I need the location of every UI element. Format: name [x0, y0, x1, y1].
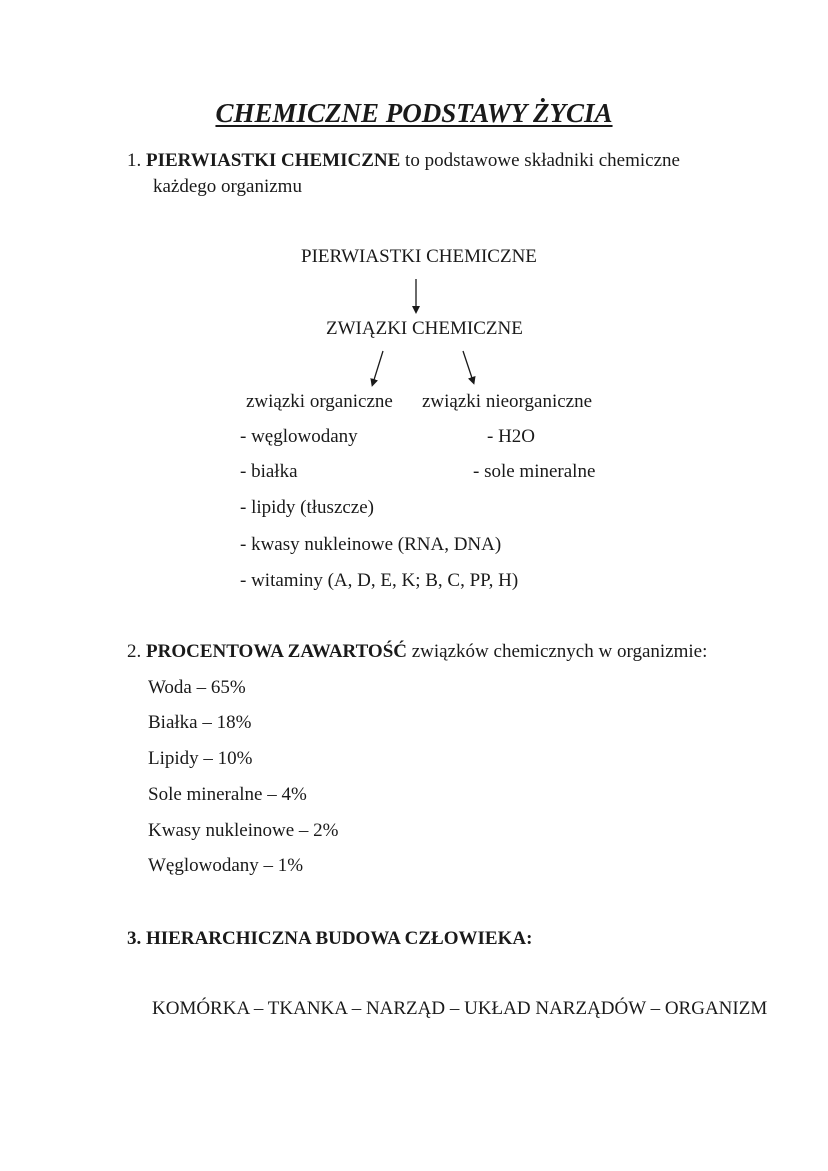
organic-item: - witaminy (A, D, E, K; B, C, PP, H): [240, 570, 519, 591]
section1-line1: [127, 149, 680, 173]
section1-text: to podstawowe składniki chemiczne: [400, 150, 680, 171]
diagram-left-branch: związki organiczne: [246, 391, 393, 412]
organic-item: - lipidy (tłuszcze): [240, 497, 375, 518]
section3-heading: 3. HIERARCHICZNA BUDOWA CZŁOWIEKA:: [127, 928, 533, 949]
page-title: CHEMICZNE PODSTAWY ŻYCIA: [215, 98, 613, 128]
composition-item: Kwasy nukleinowe – 2%: [148, 820, 339, 841]
section1-number: 1.: [127, 150, 142, 171]
inorganic-item: - H2O: [487, 426, 536, 447]
hierarchy-line: KOMÓRKA – TKANKA – NARZĄD – UKŁAD NARZĄDÓW – ORGANIZM: [152, 998, 768, 1019]
composition-item: Woda – 65%: [148, 677, 246, 698]
arrow-left-icon: [373, 351, 383, 383]
composition-item: Węglowodany – 1%: [148, 855, 304, 876]
composition-item: Białka – 18%: [148, 712, 252, 733]
organic-item: - węglowodany: [240, 426, 358, 447]
diagram-top-label: PIERWIASTKI CHEMICZNE: [301, 246, 537, 267]
section1-heading: PIERWIASTKI CHEMICZNE: [146, 150, 401, 171]
section2-heading: PROCENTOWA ZAWARTOŚĆ: [146, 641, 407, 662]
organic-item: - białka: [240, 461, 298, 482]
composition-item: Lipidy – 10%: [148, 748, 253, 769]
section1-line2: każdego organizmu: [153, 176, 302, 197]
diagram-right-branch: związki nieorganiczne: [422, 391, 593, 412]
section2-number: 2.: [127, 641, 142, 662]
arrow-right-icon: [463, 351, 473, 381]
composition-item: Sole mineralne – 4%: [148, 784, 307, 805]
section2-text: związków chemicznych w organizmie:: [407, 641, 708, 662]
diagram-middle-label: ZWIĄZKI CHEMICZNE: [326, 318, 523, 339]
organic-item: - kwasy nukleinowe (RNA, DNA): [240, 534, 502, 555]
inorganic-item: - sole mineralne: [473, 461, 596, 482]
section2-line: [127, 640, 707, 664]
